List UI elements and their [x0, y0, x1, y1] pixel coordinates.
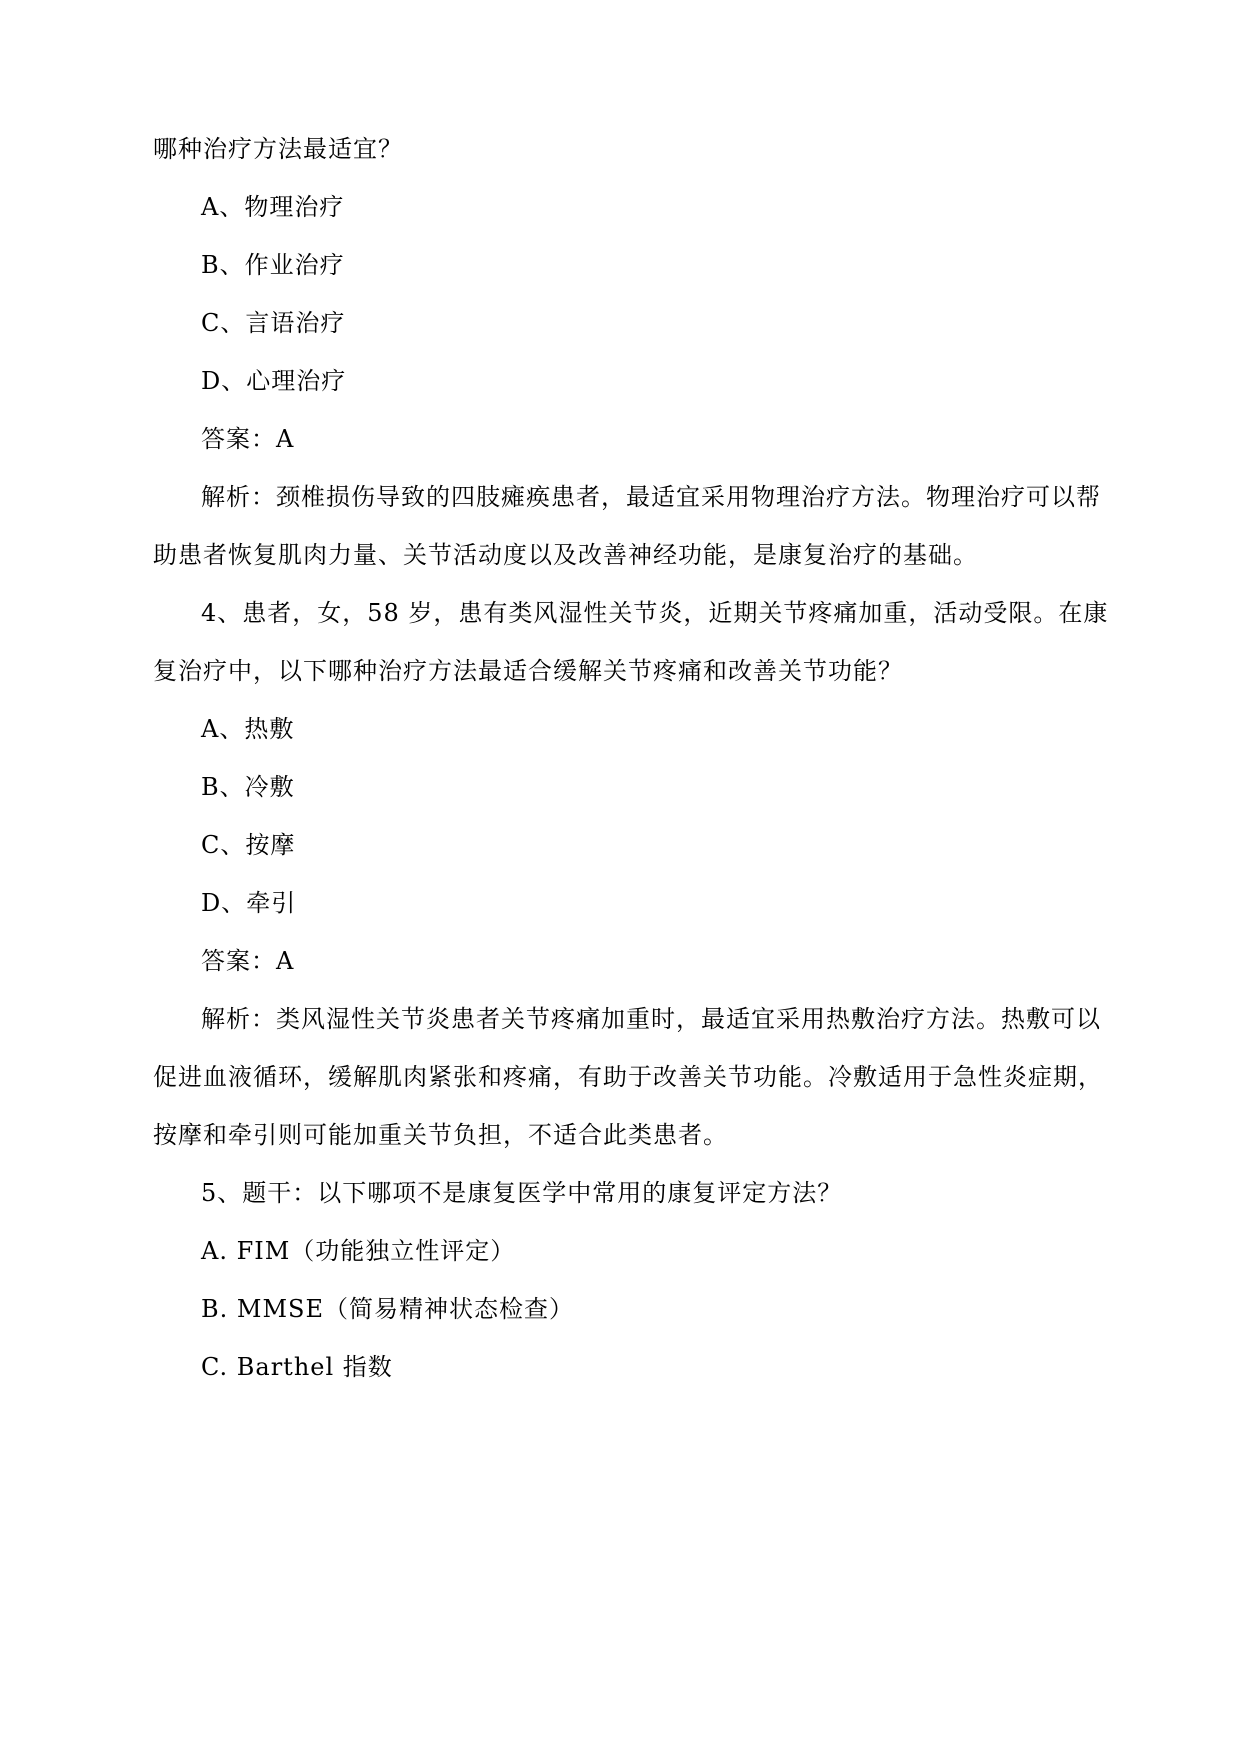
question-4-option-b: B、冷敷	[201, 773, 295, 801]
question-4-option-d: D、牵引	[201, 889, 297, 917]
question-4-option-c: C、按摩	[201, 831, 296, 859]
question-4-stem-line-1: 4、患者，女，58 岁，患有类风湿性关节炎，近期关节疼痛加重，活动受限。在康	[201, 599, 1109, 627]
question-4-analysis-line-1: 解析：类风湿性关节炎患者关节疼痛加重时，最适宜采用热敷治疗方法。热敷可以	[201, 1005, 1101, 1033]
question-4-option-a: A、热敷	[201, 715, 295, 743]
question-3-stem-tail: 哪种治疗方法最适宜？	[153, 135, 403, 163]
question-5-option-a: A. FIM（功能独立性评定）	[201, 1237, 516, 1265]
question-3-answer: 答案：A	[201, 425, 295, 453]
question-3-option-d: D、心理治疗	[201, 367, 347, 395]
question-3-option-c: C、言语治疗	[201, 309, 346, 337]
question-4-answer: 答案：A	[201, 947, 295, 975]
question-3-analysis-line-1: 解析：颈椎损伤导致的四肢瘫痪患者，最适宜采用物理治疗方法。物理治疗可以帮	[201, 483, 1101, 511]
question-3-option-a: A、物理治疗	[201, 193, 345, 221]
question-4-analysis-line-3: 按摩和牵引则可能加重关节负担，不适合此类患者。	[153, 1121, 728, 1149]
question-3-option-b: B、作业治疗	[201, 251, 345, 279]
question-5-option-b: B. MMSE（简易精神状态检查）	[201, 1295, 575, 1323]
question-4-stem-line-2: 复治疗中，以下哪种治疗方法最适合缓解关节疼痛和改善关节功能？	[153, 657, 903, 685]
question-5-stem: 5、题干：以下哪项不是康复医学中常用的康复评定方法？	[201, 1179, 843, 1207]
question-3-analysis-line-2: 助患者恢复肌肉力量、关节活动度以及改善神经功能，是康复治疗的基础。	[153, 541, 978, 569]
question-5-option-c: C. Barthel 指数	[201, 1353, 393, 1381]
question-4-analysis-line-2: 促进血液循环，缓解肌肉紧张和疼痛，有助于改善关节功能。冷敷适用于急性炎症期，	[153, 1063, 1103, 1091]
